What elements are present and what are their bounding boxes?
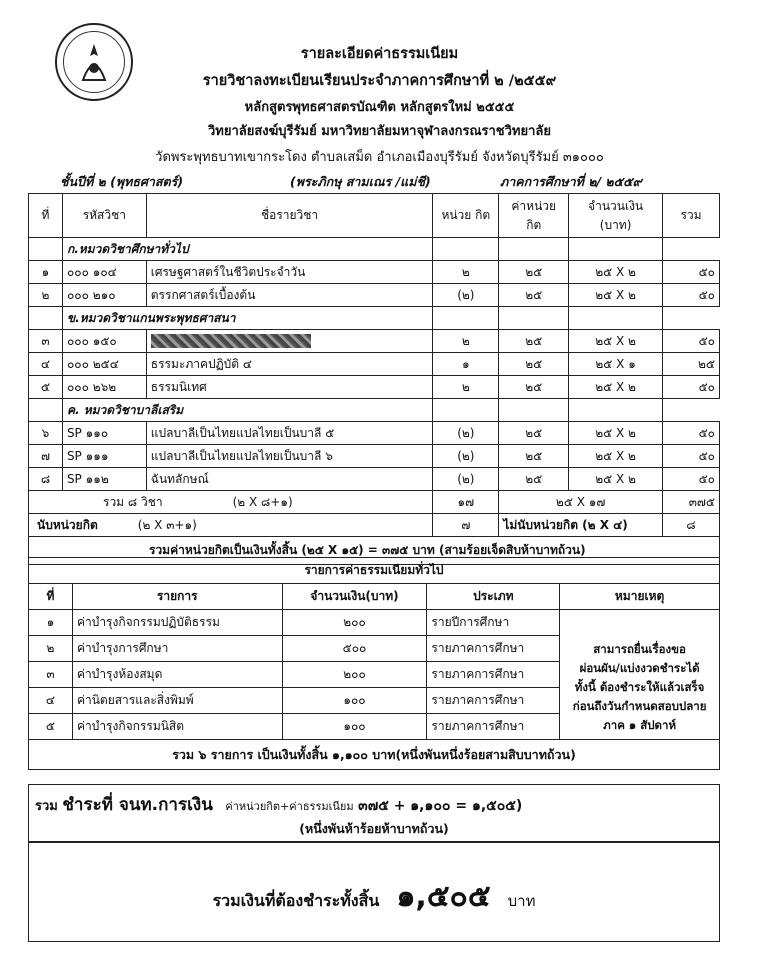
course-section-header [29,307,720,330]
counted-formula: (๒ X ๓+๑) [137,517,197,532]
payment-box [28,784,720,842]
fee-note [560,636,720,740]
summary-count-label: รวม ๘ วิชา [103,494,163,509]
fee-note-line: สามารถยื่นเรื่องขอ [593,641,686,656]
fee-item: ค่าบำรุงการศึกษา [72,636,282,662]
course-amount: ๒๕ X ๒ [569,422,663,445]
counted-credits: ๗ [433,514,499,537]
section-empty-cell [433,399,499,422]
header-amount: จำนวนเงิน (บาท) [569,194,663,238]
doc-subtitle: รายวิชาลงทะเบียนเรียนประจำภาคการศึกษาที่ ๒ /๒๕๕๙ [202,73,557,89]
course-credit: (๒) [433,284,499,307]
course-credit: (๒) [433,468,499,491]
grand-total-amount: ๑,๕๐๕ [396,879,491,914]
course-name: เศรษฐศาสตร์ในชีวิตประจำวัน [146,261,433,284]
semester: ภาคการศึกษาที่ ๒/ ๒๕๕๙ [500,174,642,189]
fee-item: ค่านิตยสารและสิ่งพิมพ์ [72,688,282,714]
course-code: ๐๐๐ ๒๑๐ [62,284,146,307]
college-line: วิทยาลัยสงฆ์บุรีรัมย์ มหาวิทยาลัยมหาจุฬาลงกรณราชวิทยาลัย [208,124,551,139]
header-credit: หน่วย กิต [433,194,499,238]
fee-row [29,610,720,636]
course-amount: ๒๕ X ๒ [569,261,663,284]
section-spacer [29,238,63,261]
address-line: วัดพระพุทธบาทเขากระโดง ตำบลเสม็ด อำเภอเมืองบุรีรัมย์ จังหวัดบุรีรัมย์ ๓๑๐๐๐ [155,150,604,165]
class-level: ชั้นปีที่ ๒ (พุทธศาสตร์) [60,174,184,189]
course-no: ๘ [29,468,63,491]
fee-header-item: รายการ [72,584,282,610]
course-no: ๕ [29,376,63,399]
fee-note-line: ก่อนถึงวันกำหนดสอบปลาย [572,698,707,713]
grand-total-box [28,842,720,942]
summary-credit-row [29,514,720,537]
course-no: ๗ [29,445,63,468]
section-empty-cell [499,399,569,422]
fee-table-title: รายการค่าธรรมเนียมทั่วไป [29,558,720,584]
course-row [29,376,720,399]
course-code: SP ๑๑๑ [62,445,146,468]
course-row [29,284,720,307]
course-amount: ๒๕ X ๒ [569,376,663,399]
section-title: ก.หมวดวิชาศึกษาทั่วไป [62,238,432,261]
course-amount: ๒๕ X ๒ [569,445,663,468]
course-fee: ๒๕ [499,261,569,284]
course-credit: ๒ [433,376,499,399]
section-spacer [29,307,63,330]
course-code: ๐๐๐ ๒๕๔ [62,353,146,376]
course-name: ฉันทลักษณ์ [146,468,433,491]
course-no: ๖ [29,422,63,445]
course-code: ๐๐๐ ๑๕๐ [62,330,146,353]
section-empty-cell [569,307,663,330]
document-header [0,0,759,200]
uncounted-label: ไม่นับหน่วยกิต (๒ X ๔) [499,514,663,537]
course-fee: ๒๕ [499,376,569,399]
fee-amount: ๑๐๐ [282,688,427,714]
course-total: ๕๐ [663,422,720,445]
course-total: ๒๕ [663,353,720,376]
course-code: SP ๑๑๐ [62,422,146,445]
fee-no: ๔ [29,688,73,714]
course-fee: ๒๕ [499,445,569,468]
fee-header-amount: จำนวนเงิน(บาท) [282,584,427,610]
header-code: รหัสวิชา [62,194,146,238]
course-amount: ๒๕ X ๑ [569,353,663,376]
course-name: ธรรมะภาคปฏิบัติ ๔ [146,353,433,376]
payment-words: (หนึ่งพันห้าร้อยห้าบาทถ้วน) [299,821,449,836]
section-spacer [29,399,63,422]
fee-amount: ๒๐๐ [282,610,427,636]
section-empty-cell [663,399,720,422]
course-total: ๕๐ [663,445,720,468]
course-total: ๕๐ [663,468,720,491]
course-credit: (๒) [433,422,499,445]
payment-prefix: รวม [35,799,58,814]
course-fee: ๒๕ [499,422,569,445]
fee-note-line: ทั้งนี้ ต้องชำระให้แล้วเสร็จ [574,679,705,694]
course-no: ๔ [29,353,63,376]
grand-total-unit: บาท [507,892,536,910]
section-empty-cell [499,307,569,330]
section-empty-cell [663,238,720,261]
course-name: แปลบาลีเป็นไทยแปลไทยเป็นบาลี ๕ [146,422,433,445]
course-fee: ๒๕ [499,353,569,376]
fee-amount: ๕๐๐ [282,636,427,662]
doc-title: รายละเอียดค่าธรรมเนียม [300,46,459,62]
fee-row [29,636,720,662]
counted-label: นับหน่วยกิต [37,517,98,532]
summary-count-credits: ๑๗ [433,491,499,514]
payment-label: ชำระที่ จนท.การเงิน [62,795,213,815]
course-credit: (๒) [433,445,499,468]
course-total: ๕๐ [663,330,720,353]
course-name: ธรรมนิเทศ [146,376,433,399]
curriculum-line: หลักสูตรพุทธศาสตรบัณฑิต หลักสูตรใหม่ ๒๕๕๕ [244,100,515,115]
summary-count-amount: ๒๕ X ๑๗ [499,491,663,514]
course-fee: ๒๕ [499,284,569,307]
header-total: รวม [663,194,720,238]
fee-no: ๕ [29,714,73,740]
section-empty-cell [499,238,569,261]
summary-count-total: ๓๗๕ [663,491,720,514]
course-section-header [29,399,720,422]
header-name: ชื่อรายวิชา [146,194,433,238]
course-code: ๐๐๐ ๒๖๒ [62,376,146,399]
fee-item: ค่าบำรุงกิจกรรมปฏิบัติธรรม [72,610,282,636]
course-no: ๑ [29,261,63,284]
fee-amount: ๑๐๐ [282,714,427,740]
course-code: ๐๐๐ ๑๐๔ [62,261,146,284]
fee-header-note: หมายเหตุ [560,584,720,610]
fee-item: ค่าบำรุงห้องสมุด [72,662,282,688]
course-fee: ๒๕ [499,468,569,491]
fee-type: รายภาคการศึกษา [427,636,560,662]
summary-count-row [29,491,720,514]
course-credit: ๒ [433,330,499,353]
course-section-header [29,238,720,261]
course-total: ๕๐ [663,284,720,307]
fee-type: รายภาคการศึกษา [427,714,560,740]
fee-item: ค่าบำรุงกิจกรรมนิสิต [72,714,282,740]
fee-amount: ๒๐๐ [282,662,427,688]
section-empty-cell [433,307,499,330]
section-empty-cell [569,238,663,261]
credit-total-text: รวมค่าหน่วยกิตเป็นเงินทั้งสิ้น (๒๕ X ๑๕) = ๓๗๕ บาท (สามร้อยเจ็ดสิบห้าบาทถ้วน) [29,537,720,565]
header-no: ที่ [29,194,63,238]
section-title: ค. หมวดวิชาบาลีเสริม [62,399,432,422]
course-name: ตรรกศาสตร์เบื้องต้น [146,284,433,307]
course-fee: ๒๕ [499,330,569,353]
course-credit: ๑ [433,353,499,376]
course-table-header [29,194,720,238]
header-credit-fee: ค่าหน่วย กิต [499,194,569,238]
course-amount: ๒๕ X ๒ [569,284,663,307]
course-no: ๒ [29,284,63,307]
summary-count-formula: (๒ X ๘+๑) [232,494,293,509]
fee-no: ๑ [29,610,73,636]
fee-type: รายภาคการศึกษา [427,662,560,688]
course-row [29,445,720,468]
section-empty-cell [663,307,720,330]
course-row [29,468,720,491]
course-credit: ๒ [433,261,499,284]
grand-total-label: รวมเงินที่ต้องชำระทั้งสิ้น [212,891,380,910]
fee-header-no: ที่ [29,584,73,610]
course-total: ๕๐ [663,376,720,399]
fee-table [28,557,720,770]
fee-header-type: ประเภท [427,584,560,610]
course-row [29,261,720,284]
course-name: แปลบาลีเป็นไทยแปลไทยเป็นบาลี ๖ [146,445,433,468]
payment-detail: ค่าหน่วยกิต+ค่าธรรมเนียม [225,800,354,813]
fee-note-line: ภาค ๑ สัปดาห์ [603,717,677,732]
course-total: ๕๐ [663,261,720,284]
course-name [146,330,433,353]
course-row [29,330,720,353]
fee-note-line: ผ่อนผัน/แบ่งงวดชำระได้ [579,660,700,675]
uncounted-value: ๘ [663,514,720,537]
course-amount: ๒๕ X ๒ [569,468,663,491]
fee-note-empty [560,610,720,636]
course-row [29,353,720,376]
course-row [29,422,720,445]
section-title: ข.หมวดวิชาแกนพระพุทธศาสนา [62,307,432,330]
fee-no: ๓ [29,662,73,688]
student-type: (พระภิกษุ สามเณร /แม่ชี) [290,174,431,189]
course-code: SP ๑๑๒ [62,468,146,491]
course-amount: ๒๕ X ๒ [569,330,663,353]
course-table [28,193,720,565]
fee-type: รายปีการศึกษา [427,610,560,636]
fee-no: ๒ [29,636,73,662]
fee-table-header [29,584,720,610]
section-empty-cell [569,399,663,422]
payment-formula: ๓๗๕ + ๑,๑๐๐ = ๑,๕๐๕) [358,798,523,814]
fee-type: รายภาคการศึกษา [427,688,560,714]
redacted-course-name [151,334,311,348]
fee-total-text: รวม ๖ รายการ เป็นเงินทั้งสิ้น ๑,๑๐๐ บาท(หนึ่งพันหนึ่งร้อยสามสิบบาทถ้วน) [29,740,720,770]
section-empty-cell [433,238,499,261]
course-no: ๓ [29,330,63,353]
